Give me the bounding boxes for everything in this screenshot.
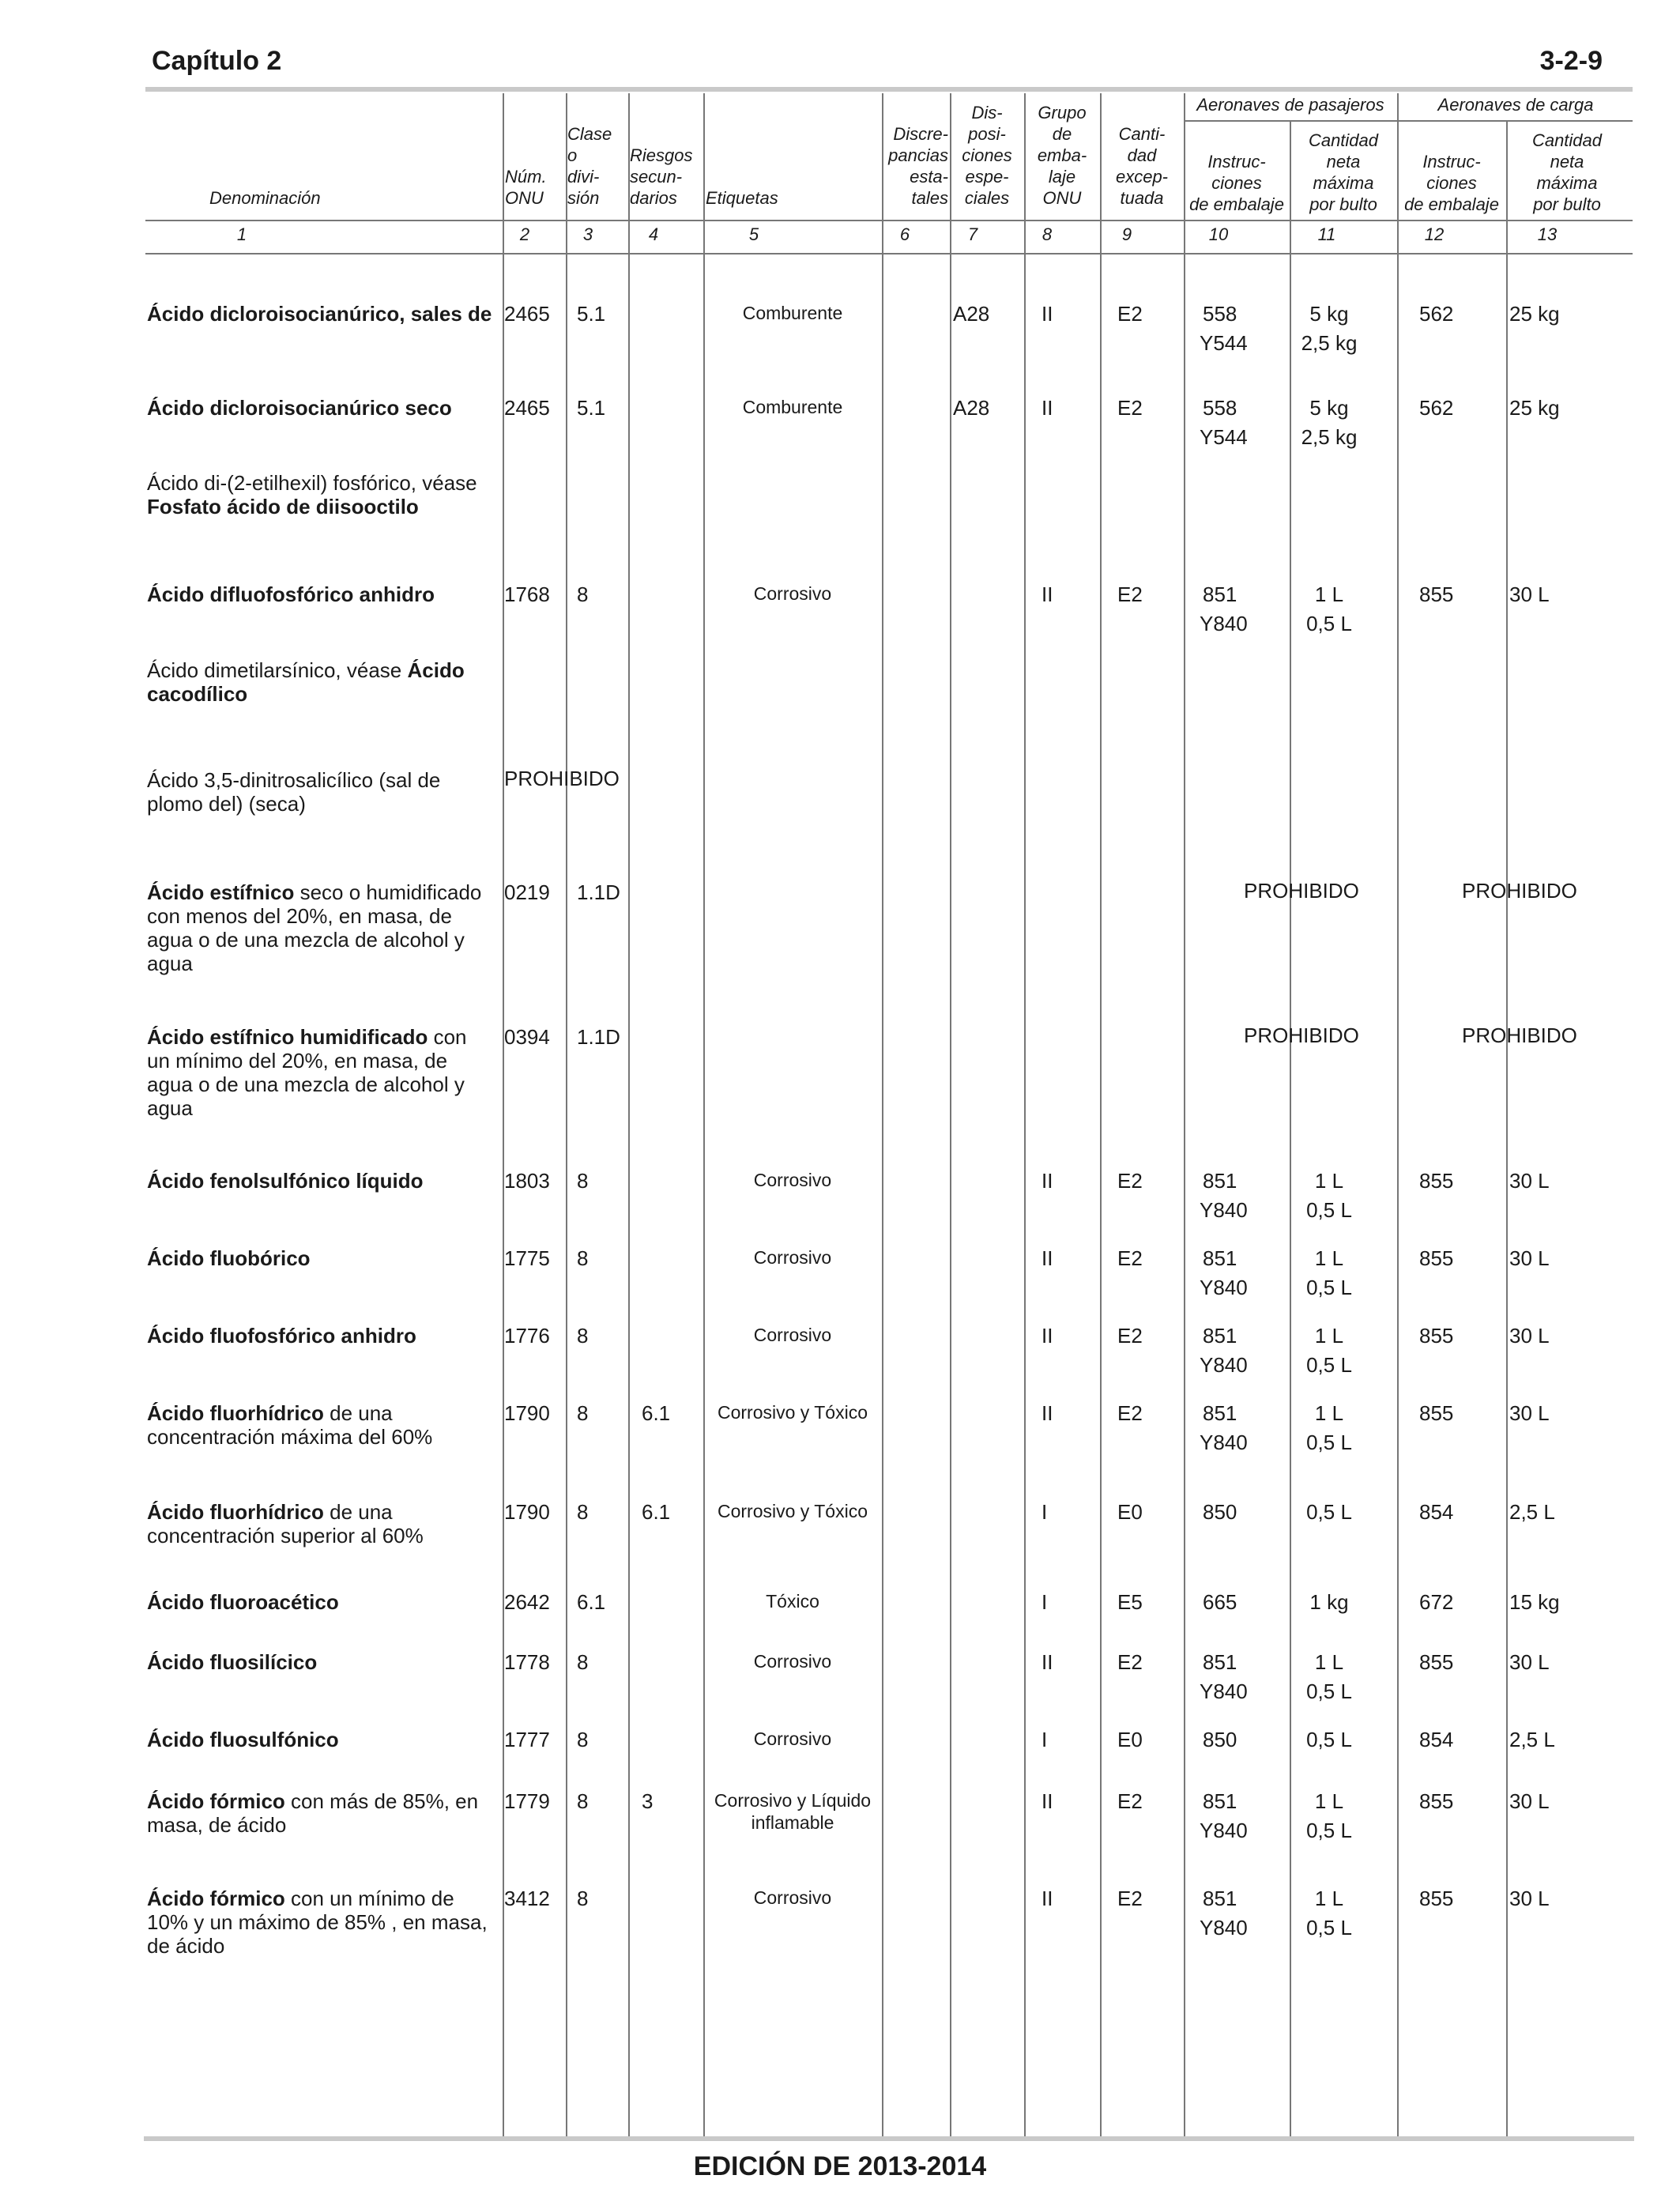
- pax-max-quantity: 1 L: [1314, 1789, 1344, 1813]
- cargo-packing-instruction: 855: [1419, 1324, 1454, 1348]
- pax-limited-quantity: 0,5 L: [1306, 1916, 1352, 1940]
- col-rule: [1024, 93, 1026, 2136]
- pax-packing-instruction: 851: [1203, 1887, 1237, 1910]
- excepted-quantity: E2: [1117, 582, 1143, 606]
- substance-name: [147, 768, 495, 816]
- header-cargo-cantidad: Cantidad neta máxima por bulto: [1531, 130, 1603, 214]
- class-division: 8: [577, 1650, 589, 1674]
- pax-limited-quantity: 0,5 L: [1306, 1819, 1352, 1842]
- pax-max-quantity: 1 L: [1314, 1887, 1344, 1910]
- page-number: 3-2-9: [1539, 46, 1603, 76]
- name-bold: Ácido fórmico: [147, 1887, 285, 1910]
- un-number: 1790: [504, 1401, 550, 1425]
- hazard-labels: Comburente: [742, 397, 843, 417]
- header-denominacion: Denominación: [209, 188, 321, 208]
- col-rule: [628, 93, 630, 2136]
- pax-max-quantity: 1 L: [1314, 1324, 1344, 1348]
- name-bold: Ácido dicloroisocianúrico, sales de: [147, 302, 492, 326]
- hazard-labels: Corrosivo: [753, 583, 832, 604]
- class-division: 8: [577, 1246, 589, 1270]
- excepted-quantity: E5: [1117, 1590, 1143, 1614]
- cargo-max-quantity: 30 L: [1509, 1887, 1550, 1910]
- excepted-quantity: E2: [1117, 396, 1143, 420]
- excepted-quantity: E2: [1117, 302, 1143, 326]
- col-rule: [1184, 93, 1185, 2136]
- prohibited-cargo: PROHIBIDO: [1462, 879, 1577, 903]
- pax-max-quantity: 5 kg: [1309, 396, 1349, 420]
- cargo-max-quantity: 30 L: [1509, 582, 1550, 606]
- name-bold: Ácido dicloroisocianúrico seco: [147, 396, 452, 420]
- pax-limited-quantity: 2,5 kg: [1301, 331, 1358, 355]
- substance-name: [147, 1728, 495, 1751]
- class-division: 8: [577, 1887, 589, 1910]
- header-pax-instrucciones: Instruc- ciones de embalaje: [1189, 152, 1284, 214]
- excepted-quantity: E2: [1117, 1887, 1143, 1910]
- hazard-labels: Corrosivo y Tóxico: [717, 1501, 868, 1521]
- hazard-labels: Corrosivo: [753, 1887, 832, 1908]
- column-number-8: 8: [1042, 224, 1053, 244]
- substance-name: [147, 1650, 495, 1674]
- pax-limited-instruction: Y840: [1200, 1198, 1248, 1222]
- subsidiary-risk: 6.1: [642, 1500, 671, 1524]
- substance-name: [147, 880, 495, 975]
- cargo-max-quantity: 25 kg: [1509, 396, 1560, 420]
- substance-name: [147, 1500, 495, 1547]
- substance-name: [147, 1324, 495, 1348]
- excepted-quantity: E0: [1117, 1500, 1143, 1524]
- substance-name: [147, 1401, 495, 1449]
- class-division: 8: [577, 1169, 589, 1193]
- class-division: 8: [577, 1500, 589, 1524]
- pax-limited-quantity: 2,5 kg: [1301, 425, 1358, 449]
- name-bold: Ácido estífnico: [147, 880, 295, 904]
- hazard-labels: Corrosivo: [753, 1170, 832, 1190]
- col-rule: [1397, 93, 1399, 2136]
- substance-name: [147, 1887, 495, 1958]
- pax-limited-instruction: Y840: [1200, 1819, 1248, 1842]
- un-number: 1777: [504, 1728, 550, 1751]
- excepted-quantity: E2: [1117, 1324, 1143, 1348]
- substance-name: [147, 1025, 495, 1120]
- name-text: con un mínimo del 20%, en masa, de agua o de una mezcla de alcohol y agua: [147, 1025, 467, 1120]
- cargo-packing-instruction: 855: [1419, 1789, 1454, 1813]
- class-division: 1.1D: [577, 880, 620, 904]
- header-riesgos: Riesgos secun- darios: [630, 145, 693, 208]
- un-number: 3412: [504, 1887, 550, 1910]
- pax-packing-instruction: 558: [1203, 302, 1237, 326]
- pax-limited-quantity: 0,5 L: [1306, 1431, 1352, 1454]
- special-provision: A28: [953, 302, 990, 326]
- pax-limited-instruction: Y840: [1200, 1431, 1248, 1454]
- hazard-labels: Corrosivo: [753, 1728, 832, 1749]
- col-rule: [1100, 93, 1102, 2136]
- name-text: seco o humidificado con menos del 20%, en masa, de agua o de una mezcla de alcohol y agua: [147, 880, 482, 975]
- substance-name: [147, 471, 495, 518]
- substance-name: [147, 1590, 495, 1614]
- header-num-onu: Núm. ONU: [505, 167, 547, 208]
- name-text: con un mínimo de 10% y un máximo de 85% , en masa, de ácido: [147, 1887, 488, 1958]
- name-text: de una concentración superior al 60%: [147, 1500, 424, 1547]
- pax-packing-instruction: 851: [1203, 1789, 1237, 1813]
- footer-rule: [144, 2136, 1634, 2141]
- cargo-max-quantity: 30 L: [1509, 1401, 1550, 1425]
- hazard-labels: Corrosivo: [753, 1651, 832, 1672]
- pax-packing-instruction: 851: [1203, 1246, 1237, 1270]
- substance-name: [147, 1789, 495, 1837]
- name-text: Ácido di-(2-etilhexil) fosfórico, véase: [147, 471, 477, 495]
- pax-packing-instruction: 851: [1203, 1650, 1237, 1674]
- column-number-5: 5: [748, 224, 759, 244]
- packing-group: II: [1042, 1401, 1053, 1425]
- packing-group: II: [1042, 1887, 1053, 1910]
- packing-group: II: [1042, 582, 1053, 606]
- cargo-packing-instruction: 672: [1419, 1590, 1454, 1614]
- un-number: 1778: [504, 1650, 550, 1674]
- hazard-labels: Corrosivo: [753, 1247, 832, 1268]
- substance-name: [147, 1169, 495, 1193]
- hazard-labels: Corrosivo: [753, 1325, 832, 1345]
- column-number-11: 11: [1317, 224, 1336, 244]
- header-cargo-instrucciones: Instruc- ciones de embalaje: [1404, 152, 1499, 214]
- pax-max-quantity: 0,5 L: [1306, 1728, 1352, 1751]
- pax-max-quantity: 0,5 L: [1306, 1500, 1352, 1524]
- header-pax-cantidad: Cantidad neta máxima por bulto: [1308, 130, 1379, 214]
- un-number: 1775: [504, 1246, 550, 1270]
- name-bold: Ácido fenolsulfónico líquido: [147, 1169, 424, 1193]
- name-bold: Ácido difluofosfórico anhidro: [147, 582, 435, 606]
- pax-packing-instruction: 850: [1203, 1500, 1237, 1524]
- name-text: Ácido 3,5-dinitrosalicílico (sal de plomo del) (seca): [147, 768, 441, 816]
- group-header-cargo: Aeronaves de carga: [1437, 95, 1594, 115]
- cargo-max-quantity: 2,5 L: [1509, 1500, 1555, 1524]
- pax-limited-instruction: Y840: [1200, 1679, 1248, 1703]
- excepted-quantity: E2: [1117, 1246, 1143, 1270]
- column-number-3: 3: [582, 224, 593, 244]
- pax-packing-instruction: 850: [1203, 1728, 1237, 1751]
- class-division: 8: [577, 582, 589, 606]
- name-bold: Ácido fórmico: [147, 1789, 285, 1813]
- special-provision: A28: [953, 396, 990, 420]
- header-cantidad-exceptuada: Canti- dad excep- tuada: [1115, 124, 1169, 208]
- col-rule: [950, 93, 951, 2136]
- excepted-quantity: E2: [1117, 1169, 1143, 1193]
- prohibited-passenger: PROHIBIDO: [1244, 879, 1359, 903]
- pax-max-quantity: 1 L: [1314, 582, 1344, 606]
- excepted-quantity: E0: [1117, 1728, 1143, 1751]
- group-header-passenger: Aeronaves de pasajeros: [1196, 95, 1384, 115]
- name-text: de una concentración máxima del 60%: [147, 1401, 433, 1449]
- pax-packing-instruction: 851: [1203, 1324, 1237, 1348]
- un-number: 1790: [504, 1500, 550, 1524]
- pax-limited-instruction: Y544: [1200, 331, 1248, 355]
- cargo-packing-instruction: 562: [1419, 302, 1454, 326]
- column-number-7: 7: [967, 224, 978, 244]
- column-number-2: 2: [519, 224, 530, 244]
- un-number: 2465: [504, 396, 550, 420]
- substance-name: [147, 658, 495, 706]
- class-division: 8: [577, 1401, 589, 1425]
- class-division: 5.1: [577, 302, 606, 326]
- pax-packing-instruction: 851: [1203, 582, 1237, 606]
- packing-group: II: [1042, 302, 1053, 326]
- name-bold: Ácido cacodílico: [147, 658, 465, 706]
- name-bold: Ácido fluosulfónico: [147, 1728, 339, 1751]
- pax-packing-instruction: 851: [1203, 1169, 1237, 1193]
- name-bold: Ácido fluobórico: [147, 1246, 311, 1270]
- pax-limited-instruction: Y544: [1200, 425, 1248, 449]
- cargo-packing-instruction: 855: [1419, 1650, 1454, 1674]
- name-bold: Ácido fluosilícico: [147, 1650, 318, 1674]
- pax-limited-quantity: 0,5 L: [1306, 1198, 1352, 1222]
- packing-group: II: [1042, 1324, 1053, 1348]
- col-rule: [882, 93, 883, 2136]
- pax-packing-instruction: 851: [1203, 1401, 1237, 1425]
- column-number-12: 12: [1424, 224, 1445, 244]
- pax-limited-instruction: Y840: [1200, 1276, 1248, 1299]
- prohibited-passenger: PROHIBIDO: [1244, 1023, 1359, 1047]
- pax-limited-instruction: Y840: [1200, 1916, 1248, 1940]
- header-bottom-rule: [145, 220, 1633, 221]
- cargo-packing-instruction: 855: [1419, 1401, 1454, 1425]
- un-number: 1779: [504, 1789, 550, 1813]
- un-number: 2642: [504, 1590, 550, 1614]
- prohibited-label: PROHIBIDO: [504, 767, 620, 790]
- un-number: 2465: [504, 302, 550, 326]
- name-bold: Ácido fluorhídrico: [147, 1500, 324, 1524]
- un-number: 0219: [504, 880, 550, 904]
- subsidiary-risk: 3: [642, 1789, 654, 1813]
- cargo-packing-instruction: 855: [1419, 582, 1454, 606]
- hazard-labels: Corrosivo y Líquido inflamable: [714, 1790, 872, 1833]
- col-rule: [1506, 120, 1508, 2136]
- pax-packing-instruction: 665: [1203, 1590, 1237, 1614]
- un-number: 1768: [504, 582, 550, 606]
- pax-max-quantity: 1 L: [1314, 1169, 1344, 1193]
- name-text: Ácido dimetilarsínico, véase: [147, 658, 402, 682]
- column-number-4: 4: [648, 224, 659, 244]
- hazard-labels: Tóxico: [766, 1591, 819, 1612]
- pax-max-quantity: 1 L: [1314, 1246, 1344, 1270]
- name-bold: Ácido fluoroacético: [147, 1590, 339, 1614]
- packing-group: I: [1042, 1500, 1048, 1524]
- subsidiary-risk: 6.1: [642, 1401, 671, 1425]
- cargo-max-quantity: 30 L: [1509, 1650, 1550, 1674]
- pax-limited-quantity: 0,5 L: [1306, 612, 1352, 635]
- packing-group: II: [1042, 1246, 1053, 1270]
- packing-group: II: [1042, 1789, 1053, 1813]
- pax-max-quantity: 5 kg: [1309, 302, 1349, 326]
- cargo-max-quantity: 30 L: [1509, 1246, 1550, 1270]
- cargo-max-quantity: 15 kg: [1509, 1590, 1560, 1614]
- un-number: 0394: [504, 1025, 550, 1049]
- chapter-title: Capítulo 2: [152, 46, 282, 76]
- class-division: 5.1: [577, 396, 606, 420]
- pax-max-quantity: 1 L: [1314, 1401, 1344, 1425]
- un-number: 1803: [504, 1169, 550, 1193]
- cargo-max-quantity: 30 L: [1509, 1169, 1550, 1193]
- hazard-labels: Corrosivo y Tóxico: [717, 1402, 868, 1423]
- hazard-labels: Comburente: [742, 303, 843, 323]
- class-division: 1.1D: [577, 1025, 620, 1049]
- class-division: 8: [577, 1728, 589, 1751]
- pax-max-quantity: 1 L: [1314, 1650, 1344, 1674]
- header-grupo-embalaje: Grupo de emba- laje ONU: [1037, 103, 1087, 208]
- cargo-packing-instruction: 854: [1419, 1728, 1454, 1751]
- name-bold: Fosfato ácido de diisooctilo: [147, 495, 419, 518]
- excepted-quantity: E2: [1117, 1401, 1143, 1425]
- pax-limited-quantity: 0,5 L: [1306, 1679, 1352, 1703]
- name-text: con más de 85%, en masa, de ácido: [147, 1789, 479, 1837]
- packing-group: II: [1042, 1650, 1053, 1674]
- packing-group: II: [1042, 396, 1053, 420]
- name-bold: Ácido estífnico humidificado: [147, 1025, 428, 1049]
- cargo-packing-instruction: 855: [1419, 1246, 1454, 1270]
- pax-limited-instruction: Y840: [1200, 1353, 1248, 1377]
- un-number: 1776: [504, 1324, 550, 1348]
- cargo-packing-instruction: 855: [1419, 1169, 1454, 1193]
- substance-name: [147, 396, 495, 420]
- header-disposiciones: Dis- posi- ciones espe- ciales: [962, 103, 1012, 208]
- pax-packing-instruction: 558: [1203, 396, 1237, 420]
- pax-limited-quantity: 0,5 L: [1306, 1353, 1352, 1377]
- name-bold: Ácido fluorhídrico: [147, 1401, 324, 1425]
- excepted-quantity: E2: [1117, 1650, 1143, 1674]
- class-division: 8: [577, 1789, 589, 1813]
- header-etiquetas: Etiquetas: [706, 188, 778, 208]
- cargo-max-quantity: 30 L: [1509, 1324, 1550, 1348]
- header-discrepancias: Discre- pancias esta- tales: [888, 124, 948, 208]
- column-number-6: 6: [899, 224, 910, 244]
- column-number-1: 1: [236, 224, 247, 244]
- cargo-max-quantity: 2,5 L: [1509, 1728, 1555, 1751]
- substance-name: [147, 302, 495, 326]
- cargo-packing-instruction: 855: [1419, 1887, 1454, 1910]
- footer-edition: EDICIÓN DE 2013-2014: [693, 2151, 987, 2181]
- substance-name: [147, 1246, 495, 1270]
- packing-group: II: [1042, 1169, 1053, 1193]
- prohibited-cargo: PROHIBIDO: [1462, 1023, 1577, 1047]
- cargo-max-quantity: 25 kg: [1509, 302, 1560, 326]
- cargo-packing-instruction: 854: [1419, 1500, 1454, 1524]
- class-division: 6.1: [577, 1590, 606, 1614]
- col-rule: [566, 93, 567, 2136]
- cargo-packing-instruction: 562: [1419, 396, 1454, 420]
- pax-max-quantity: 1 kg: [1309, 1590, 1349, 1614]
- class-division: 8: [577, 1324, 589, 1348]
- pax-limited-quantity: 0,5 L: [1306, 1276, 1352, 1299]
- header-clase: Clase o divi- sión: [567, 124, 612, 208]
- header-rule: [145, 87, 1633, 92]
- substance-name: [147, 582, 495, 606]
- packing-group: I: [1042, 1590, 1048, 1614]
- packing-group: I: [1042, 1728, 1048, 1751]
- pax-limited-instruction: Y840: [1200, 612, 1248, 635]
- excepted-quantity: E2: [1117, 1789, 1143, 1813]
- column-number-9: 9: [1121, 224, 1132, 244]
- column-number-13: 13: [1537, 224, 1558, 244]
- group-header-rule: [1184, 120, 1633, 122]
- cargo-max-quantity: 30 L: [1509, 1789, 1550, 1813]
- column-number-10: 10: [1208, 224, 1229, 244]
- column-number-rule: [145, 253, 1633, 254]
- name-bold: Ácido fluofosfórico anhidro: [147, 1324, 416, 1348]
